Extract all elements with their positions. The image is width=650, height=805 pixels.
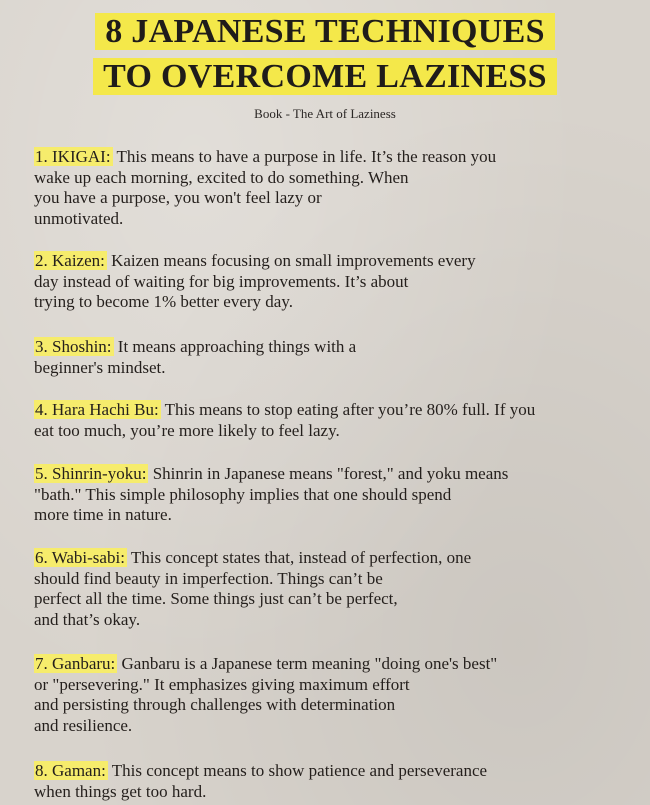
item-line: or "persevering." It emphasizes giving maximum effort xyxy=(34,674,410,694)
item-line: beginner's mindset. xyxy=(34,357,166,377)
book-subtitle: Book - The Art of Laziness xyxy=(254,106,396,121)
technique-item-kaizen xyxy=(34,251,634,313)
item-line: trying to become 1% better every day. xyxy=(34,292,293,312)
item-text: Shinrin in Japanese means "forest," and yoku means xyxy=(152,464,509,483)
title-highlight-2: TO OVERCOME LAZINESS xyxy=(93,58,557,95)
item-line: and that’s okay. xyxy=(34,609,141,629)
item-text: Ganbaru is a Japanese term meaning "doing one's best" xyxy=(121,654,498,673)
technique-term: 8. Gaman: xyxy=(35,761,106,780)
item-line: eat too much, you’re more likely to feel lazy. xyxy=(34,420,340,440)
technique-term: 5. Shinrin-yoku: xyxy=(35,464,147,483)
item-text: This means to stop eating after you’re 80% full. If you xyxy=(164,400,536,419)
technique-item-shoshin xyxy=(34,337,634,378)
technique-item-gaman xyxy=(34,761,634,802)
item-text: This concept means to show patience and perseverance xyxy=(111,761,488,780)
item-line: you have a purpose, you won't feel lazy or xyxy=(34,188,322,208)
item-line: "bath." This simple philosophy implies that one should spend xyxy=(34,484,452,504)
item-line: more time in nature. xyxy=(34,505,172,525)
technique-term: 7. Ganbaru: xyxy=(35,654,116,673)
title-line-2 xyxy=(0,57,650,97)
item-line xyxy=(34,337,634,358)
item-line xyxy=(34,548,634,569)
item-line: and persisting through challenges with determination xyxy=(34,695,396,715)
item-line: and resilience. xyxy=(34,715,133,735)
technique-term: 1. IKIGAI: xyxy=(35,147,111,166)
technique-item-wabi-sabi xyxy=(34,548,634,630)
item-line xyxy=(34,464,634,485)
technique-item-hara-hachi-bu xyxy=(34,400,634,441)
technique-term: 4. Hara Hachi Bu: xyxy=(35,400,159,419)
item-text: It means approaching things with a xyxy=(117,337,357,356)
item-text: This means to have a purpose in life. It’s the reason you xyxy=(116,147,497,166)
item-text: Kaizen means focusing on small improvements every xyxy=(111,251,476,270)
technique-item-ikigai xyxy=(34,147,634,229)
item-line: should find beauty in imperfection. Things can’t be xyxy=(34,568,383,588)
item-line: unmotivated. xyxy=(34,208,124,228)
item-line: when things get too hard. xyxy=(34,781,207,801)
technique-item-ganbaru xyxy=(34,654,634,736)
item-text: This concept states that, instead of perfection, one xyxy=(130,548,472,567)
item-line xyxy=(34,400,634,421)
item-line xyxy=(34,761,634,782)
item-line xyxy=(34,251,634,272)
technique-term: 3. Shoshin: xyxy=(35,337,112,356)
item-line xyxy=(34,654,634,675)
item-line: perfect all the time. Some things just can’t be perfect, xyxy=(34,589,398,609)
title-line-1 xyxy=(0,12,650,52)
item-line: day instead of waiting for big improvements. It’s about xyxy=(34,271,409,291)
technique-term: 2. Kaizen: xyxy=(35,251,105,270)
item-line: wake up each morning, excited to do something. When xyxy=(34,167,409,187)
technique-item-shinrin-yoku xyxy=(34,464,634,526)
technique-term: 6. Wabi-sabi: xyxy=(35,548,125,567)
title-highlight-1: 8 JAPANESE TECHNIQUES xyxy=(95,13,555,50)
item-line xyxy=(34,147,634,168)
